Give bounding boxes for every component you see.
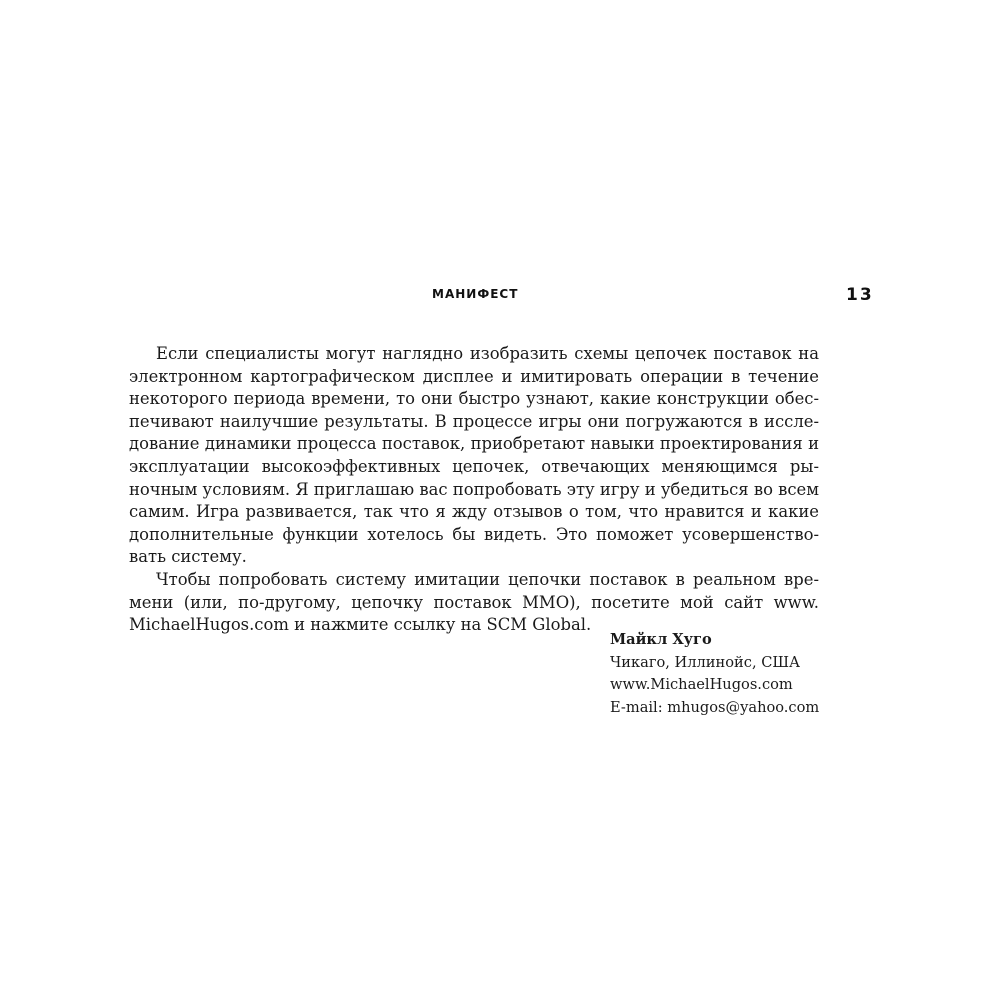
author-email: E-mail: mhugos@yahoo.com (610, 698, 820, 716)
author-signature-block (610, 629, 870, 719)
page-number: 13 (846, 285, 874, 305)
author-location: Чикаго, Иллинойс, США (610, 653, 801, 671)
running-title: МАНИФЕСТ (432, 287, 519, 301)
author-name: Майкл Хуго (610, 631, 712, 648)
author-website: www.MichaelHugos.com (610, 676, 793, 694)
paragraph: Если специалисты могут наглядно изобразить схемы цепочек поставок на электронном картографическом дисплее и имитировать операции в течение некоторого периода времени, то они быстро узнают, какие конструкции обеспечивают наилучшие результаты. В процессе игры они погружаются в исследование динамики процесса поставок, приобретают навыки проектирования и эксплуатации высокоэффективных цепочек, отвечающих меняющимся рыночным условиям. Я приглашаю вас попробовать эту игру и убедиться во всем самим. Игра развивается, так что я жду отзывов о том, что нравится и какие дополнительные функции хотелось бы видеть. Это поможет усовершенствовать систему. (129, 344, 819, 567)
paragraph: Чтобы попробовать систему имитации цепочки поставок в реальном времени (или, по-другому, цепочку поставок MMO), посетите мой сайт www. MichaelHugos.com и нажмите ссылку на SCM Global. (129, 569, 819, 635)
body-text (129, 343, 819, 637)
